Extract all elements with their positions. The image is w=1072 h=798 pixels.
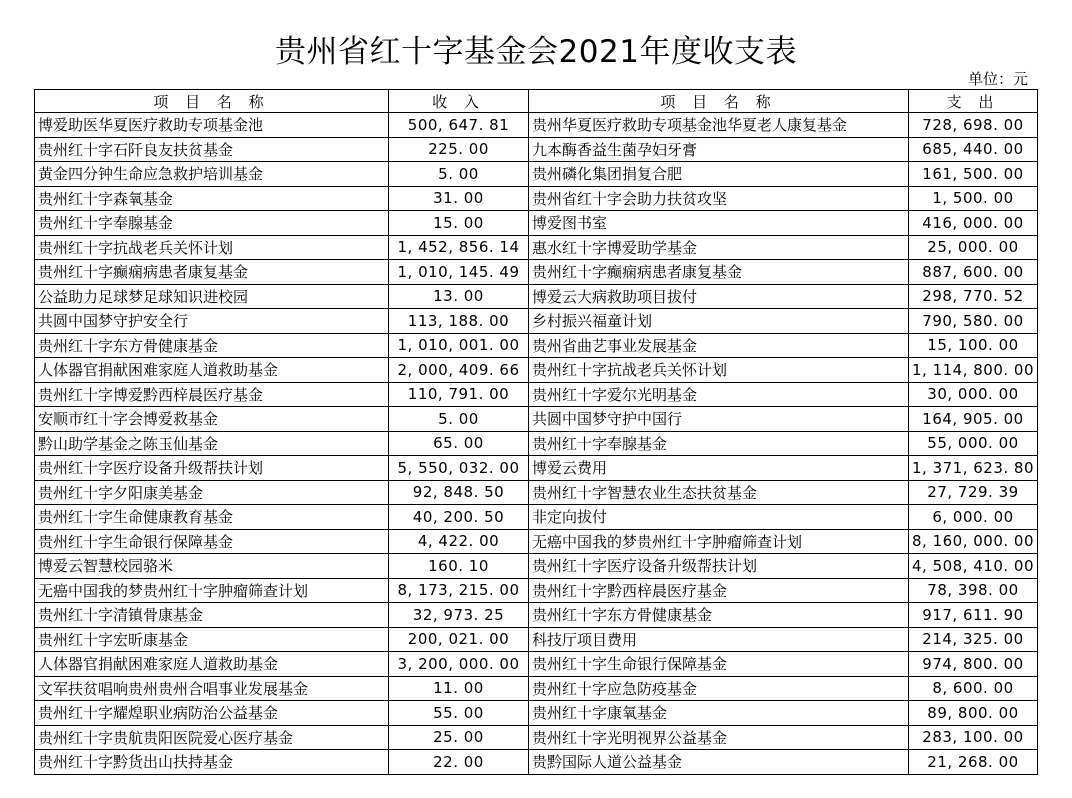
expense-item-cell: 贵州省曲艺事业发展基金	[529, 333, 909, 358]
income-amount-cell: 65. 00	[389, 431, 529, 456]
expense-item-cell: 博爱云大病救助项目拔付	[529, 284, 909, 309]
income-item-cell: 贵州红十字石阡良友扶贫基金	[35, 137, 389, 162]
table-row	[35, 137, 1038, 162]
income-item-cell: 贵州红十字夕阳康美基金	[35, 480, 389, 505]
expense-amount-cell: 30, 000. 00	[909, 382, 1038, 407]
expense-amount-cell: 161, 500. 00	[909, 162, 1038, 187]
expense-item-cell: 贵州红十字康氧基金	[529, 701, 909, 726]
table-row	[35, 480, 1038, 505]
table-row	[35, 750, 1038, 775]
table-row	[35, 603, 1038, 628]
income-amount-cell: 25. 00	[389, 725, 529, 750]
table-row	[35, 333, 1038, 358]
table-row	[35, 578, 1038, 603]
expense-item-cell: 乡村振兴福童计划	[529, 309, 909, 334]
income-item-cell: 文军扶贫唱响贵州贵州合唱事业发展基金	[35, 676, 389, 701]
table-row	[35, 505, 1038, 530]
income-item-cell: 贵州红十字医疗设备升级帮扶计划	[35, 456, 389, 481]
expense-amount-cell: 21, 268. 00	[909, 750, 1038, 775]
table-row	[35, 284, 1038, 309]
expense-item-cell: 贵州磷化集团捐复合肥	[529, 162, 909, 187]
table-row	[35, 627, 1038, 652]
income-amount-cell: 22. 00	[389, 750, 529, 775]
table-row	[35, 113, 1038, 138]
income-amount-cell: 5, 550, 032. 00	[389, 456, 529, 481]
header-income: 收 入	[389, 90, 529, 113]
expense-item-cell: 贵州红十字黔西梓晨医疗基金	[529, 578, 909, 603]
expense-item-cell: 贵州红十字医疗设备升级帮扶计划	[529, 554, 909, 579]
expense-amount-cell: 8, 600. 00	[909, 676, 1038, 701]
income-item-cell: 贵州红十字博爱黔西梓晨医疗基金	[35, 382, 389, 407]
expense-amount-cell: 89, 800. 00	[909, 701, 1038, 726]
expense-amount-cell: 164, 905. 00	[909, 407, 1038, 432]
table-row	[35, 211, 1038, 236]
income-amount-cell: 55. 00	[389, 701, 529, 726]
income-item-cell: 贵州红十字奉腺基金	[35, 211, 389, 236]
income-amount-cell: 1, 010, 001. 00	[389, 333, 529, 358]
expense-item-cell: 博爱云费用	[529, 456, 909, 481]
income-amount-cell: 1, 452, 856. 14	[389, 235, 529, 260]
income-amount-cell: 92, 848. 50	[389, 480, 529, 505]
income-amount-cell: 5. 00	[389, 407, 529, 432]
expense-amount-cell: 78, 398. 00	[909, 578, 1038, 603]
expense-amount-cell: 4, 508, 410. 00	[909, 554, 1038, 579]
income-amount-cell: 32, 973. 25	[389, 603, 529, 628]
income-amount-cell: 500, 647. 81	[389, 113, 529, 138]
income-amount-cell: 40, 200. 50	[389, 505, 529, 530]
table-row	[35, 235, 1038, 260]
income-amount-cell: 5. 00	[389, 162, 529, 187]
income-amount-cell: 15. 00	[389, 211, 529, 236]
expense-amount-cell: 8, 160, 000. 00	[909, 529, 1038, 554]
income-item-cell: 博爱云智慧校园骆米	[35, 554, 389, 579]
expense-item-cell: 无癌中国我的梦贵州红十字肿瘤筛查计划	[529, 529, 909, 554]
expense-item-cell: 科技厅项目费用	[529, 627, 909, 652]
income-amount-cell: 225. 00	[389, 137, 529, 162]
page-title: 贵州省红十字基金会2021年度收支表	[275, 34, 797, 70]
income-item-cell: 贵州红十字贵航贵阳医院爱心医疗基金	[35, 725, 389, 750]
table-row	[35, 407, 1038, 432]
income-amount-cell: 160. 10	[389, 554, 529, 579]
expense-item-cell: 贵州省红十字会助力扶贫攻坚	[529, 186, 909, 211]
expense-item-cell: 贵州红十字光明视界公益基金	[529, 725, 909, 750]
table-row	[35, 186, 1038, 211]
expense-amount-cell: 1, 371, 623. 80	[909, 456, 1038, 481]
table-row	[35, 309, 1038, 334]
table-row	[35, 676, 1038, 701]
expense-amount-cell: 6, 000. 00	[909, 505, 1038, 530]
expense-amount-cell: 1, 500. 00	[909, 186, 1038, 211]
income-item-cell: 公益助力足球梦足球知识进校园	[35, 284, 389, 309]
expense-item-cell: 贵州红十字奉腺基金	[529, 431, 909, 456]
income-item-cell: 贵州红十字宏昕康基金	[35, 627, 389, 652]
expense-item-cell: 贵州华夏医疗救助专项基金池华夏老人康复基金	[529, 113, 909, 138]
expense-amount-cell: 298, 770. 52	[909, 284, 1038, 309]
table-row	[35, 456, 1038, 481]
income-amount-cell: 31. 00	[389, 186, 529, 211]
expense-item-cell: 博爱图书室	[529, 211, 909, 236]
income-item-cell: 博爱助医华夏医疗救助专项基金池	[35, 113, 389, 138]
header-expense: 支 出	[909, 90, 1038, 113]
expense-amount-cell: 685, 440. 00	[909, 137, 1038, 162]
table-row	[35, 358, 1038, 383]
income-item-cell: 黄金四分钟生命应急救护培训基金	[35, 162, 389, 187]
expense-item-cell: 惠水红十字博爱助学基金	[529, 235, 909, 260]
income-item-cell: 人体器官捐献困难家庭人道救助基金	[35, 652, 389, 677]
expense-amount-cell: 1, 114, 800. 00	[909, 358, 1038, 383]
table-row	[35, 554, 1038, 579]
income-amount-cell: 2, 000, 409. 66	[389, 358, 529, 383]
income-item-cell: 安顺市红十字会博爱救基金	[35, 407, 389, 432]
expense-amount-cell: 917, 611. 90	[909, 603, 1038, 628]
unit-label: 单位：元	[967, 70, 1028, 88]
expense-item-cell: 贵州红十字抗战老兵关怀计划	[529, 358, 909, 383]
expense-amount-cell: 15, 100. 00	[909, 333, 1038, 358]
income-amount-cell: 8, 173, 215. 00	[389, 578, 529, 603]
income-item-cell: 贵州红十字森氧基金	[35, 186, 389, 211]
income-amount-cell: 3, 200, 000. 00	[389, 652, 529, 677]
income-item-cell: 贵州红十字黔货出山扶持基金	[35, 750, 389, 775]
expense-amount-cell: 790, 580. 00	[909, 309, 1038, 334]
expense-amount-cell: 728, 698. 00	[909, 113, 1038, 138]
income-item-cell: 无癌中国我的梦贵州红十字肿瘤筛查计划	[35, 578, 389, 603]
header-row	[35, 90, 1038, 113]
income-amount-cell: 4, 422. 00	[389, 529, 529, 554]
table-row	[35, 701, 1038, 726]
income-item-cell: 黔山助学基金之陈玉仙基金	[35, 431, 389, 456]
expense-item-cell: 贵黔国际人道公益基金	[529, 750, 909, 775]
header-income-item: 项 目 名 称	[35, 90, 389, 113]
table-row	[35, 725, 1038, 750]
income-amount-cell: 11. 00	[389, 676, 529, 701]
income-item-cell: 贵州红十字生命健康教育基金	[35, 505, 389, 530]
income-item-cell: 共圆中国梦守护安全行	[35, 309, 389, 334]
expense-item-cell: 非定向拔付	[529, 505, 909, 530]
income-item-cell: 贵州红十字耀煌职业病防治公益基金	[35, 701, 389, 726]
expense-amount-cell: 214, 325. 00	[909, 627, 1038, 652]
expense-item-cell: 共圆中国梦守护中国行	[529, 407, 909, 432]
expense-amount-cell: 887, 600. 00	[909, 260, 1038, 285]
expense-amount-cell: 974, 800. 00	[909, 652, 1038, 677]
income-amount-cell: 13. 00	[389, 284, 529, 309]
expense-item-cell: 贵州红十字癫痫病患者康复基金	[529, 260, 909, 285]
expense-amount-cell: 25, 000. 00	[909, 235, 1038, 260]
table-row	[35, 260, 1038, 285]
expense-amount-cell: 416, 000. 00	[909, 211, 1038, 236]
header-expense-item: 项 目 名 称	[529, 90, 909, 113]
income-expense-table	[34, 89, 1038, 775]
income-amount-cell: 1, 010, 145. 49	[389, 260, 529, 285]
expense-item-cell: 贵州红十字生命银行保障基金	[529, 652, 909, 677]
expense-amount-cell: 27, 729. 39	[909, 480, 1038, 505]
income-amount-cell: 200, 021. 00	[389, 627, 529, 652]
income-item-cell: 贵州红十字东方骨健康基金	[35, 333, 389, 358]
expense-item-cell: 贵州红十字东方骨健康基金	[529, 603, 909, 628]
income-amount-cell: 113, 188. 00	[389, 309, 529, 334]
income-amount-cell: 110, 791. 00	[389, 382, 529, 407]
expense-item-cell: 贵州红十字智慧农业生态扶贫基金	[529, 480, 909, 505]
table-row	[35, 529, 1038, 554]
income-item-cell: 贵州红十字抗战老兵关怀计划	[35, 235, 389, 260]
income-item-cell: 人体器官捐献困难家庭人道救助基金	[35, 358, 389, 383]
table-row	[35, 382, 1038, 407]
income-item-cell: 贵州红十字癫痫病患者康复基金	[35, 260, 389, 285]
expense-item-cell: 九本酶香益生菌孕妇牙膏	[529, 137, 909, 162]
table-row	[35, 431, 1038, 456]
expense-amount-cell: 283, 100. 00	[909, 725, 1038, 750]
table-row	[35, 652, 1038, 677]
expense-amount-cell: 55, 000. 00	[909, 431, 1038, 456]
table-row	[35, 162, 1038, 187]
income-item-cell: 贵州红十字清镇骨康基金	[35, 603, 389, 628]
income-item-cell: 贵州红十字生命银行保障基金	[35, 529, 389, 554]
expense-item-cell: 贵州红十字爱尔光明基金	[529, 382, 909, 407]
expense-item-cell: 贵州红十字应急防疫基金	[529, 676, 909, 701]
